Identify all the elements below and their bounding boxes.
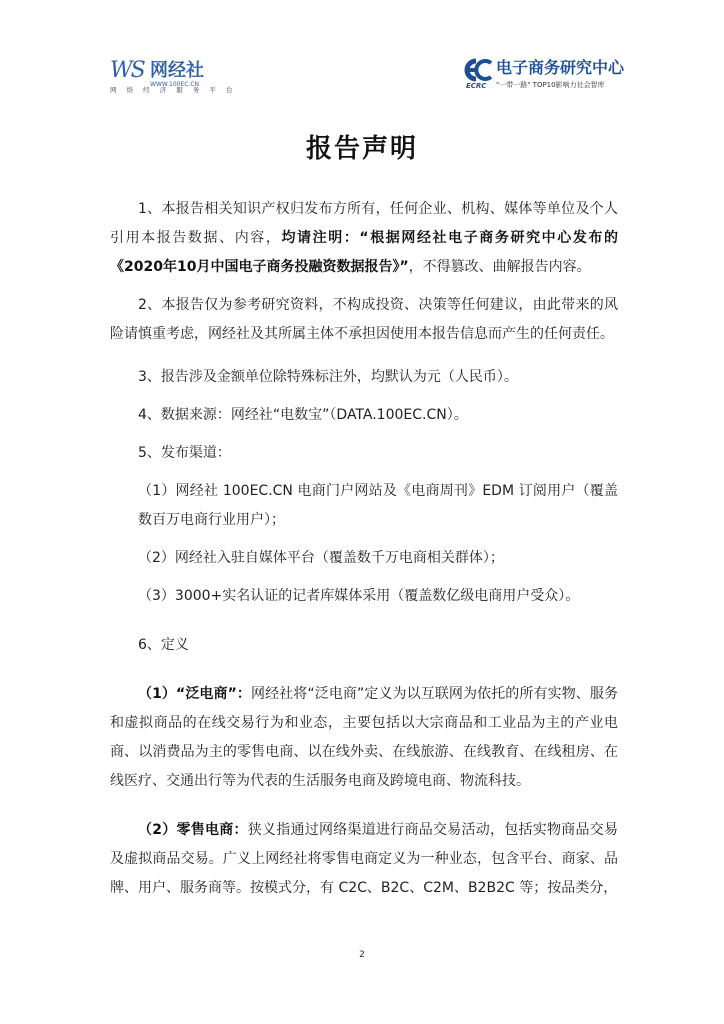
channel-item: （1）网经社 100EC.CN 电商门户网站及《电商周刊》EDM 订阅用户（覆盖数百万电商行业用户）；: [138, 483, 618, 528]
statement-6-heading: 6、定义: [138, 637, 189, 653]
wangjingshe-logo: [110, 58, 237, 96]
statement-2: 2、本报告仅为参考研究资料，不构成投资、决策等任何建议，由此带来的风险请慎重考虑，网经社及其所属主体不承担因使用本报告信息而产生的任何责任。: [110, 297, 618, 342]
ecrc-logo: [462, 56, 632, 96]
statement-1-text-b: ，不得篡改、曲解报告内容。: [408, 259, 591, 275]
ecrc-mark-icon: [462, 58, 494, 82]
statement-5-heading: 5、发布渠道：: [138, 445, 231, 461]
definition-1-term: （1）“泛电商”：: [138, 686, 251, 702]
page-header: [0, 0, 724, 100]
page-title: 报告声明: [305, 134, 418, 164]
definition-2-term: （2）零售电商：: [138, 822, 248, 838]
logo-tagline: 网 络 经 济 服 务 平 台: [110, 86, 237, 94]
statement-3: 3、报告涉及金额单位除特殊标注外，均默认为元（人民币）。: [138, 369, 518, 385]
statement-1: [110, 195, 618, 282]
channel-item: （3）3000+实名认证的记者库媒体采用（覆盖数亿级电商用户受众）。: [138, 588, 580, 604]
ecrc-code: ECRC: [466, 82, 487, 90]
logo-name: 网经社: [150, 60, 204, 81]
statement-1-bold: 均请注明：“根据网经社电子商务研究中心发布的《2020年10月中国电子商务投融资数据报告》”: [110, 230, 619, 275]
ecrc-title: 电子商务研究中心: [496, 58, 625, 77]
ws-logo-mark: WS: [110, 58, 144, 83]
statement-4: 4、数据来源：网经社“电数宝”（DATA.100EC.CN）。: [138, 407, 468, 423]
channel-item: （2）网经社入驻自媒体平台（覆盖数千万电商相关群体）；: [138, 550, 504, 566]
ecrc-slogan: "一带一路" TOP10影响力社会智库: [496, 81, 605, 89]
statement-1-text-a: 1、本报告相关知识产权归发布方所有，任何企业、机构、媒体等单位及个人引用本报告数据、内容，: [110, 201, 618, 246]
statement-body: [110, 195, 618, 903]
definition-1: [110, 680, 618, 796]
definition-2: [110, 816, 618, 903]
logo-url: WWW.100EC.CN: [150, 81, 200, 88]
definition-1-text: 网经社将“泛电商”定义为以互联网为依托的所有实物、服务和虚拟商品的在线交易行为和业态，主要包括以大宗商品和工业品为主的产业电商、以消费品为主的零售电商、以在线外卖、在线旅游、在线教育、在线租房、在线医疗、交通出行等为代表的生活服务电商及跨境电商、物流科技。: [110, 686, 618, 789]
page-number: 2: [359, 950, 365, 960]
definition-2-text: 狭义指通过网络渠道进行商品交易活动，包括实物商品交易及虚拟商品交易。广义上网经社将零售电商定义为一种业态，包含平台、商家、品牌、用户、服务商等。按模式分，有 C2C、B2C、C2M、B2B2C 等；按品类分，: [110, 822, 618, 896]
